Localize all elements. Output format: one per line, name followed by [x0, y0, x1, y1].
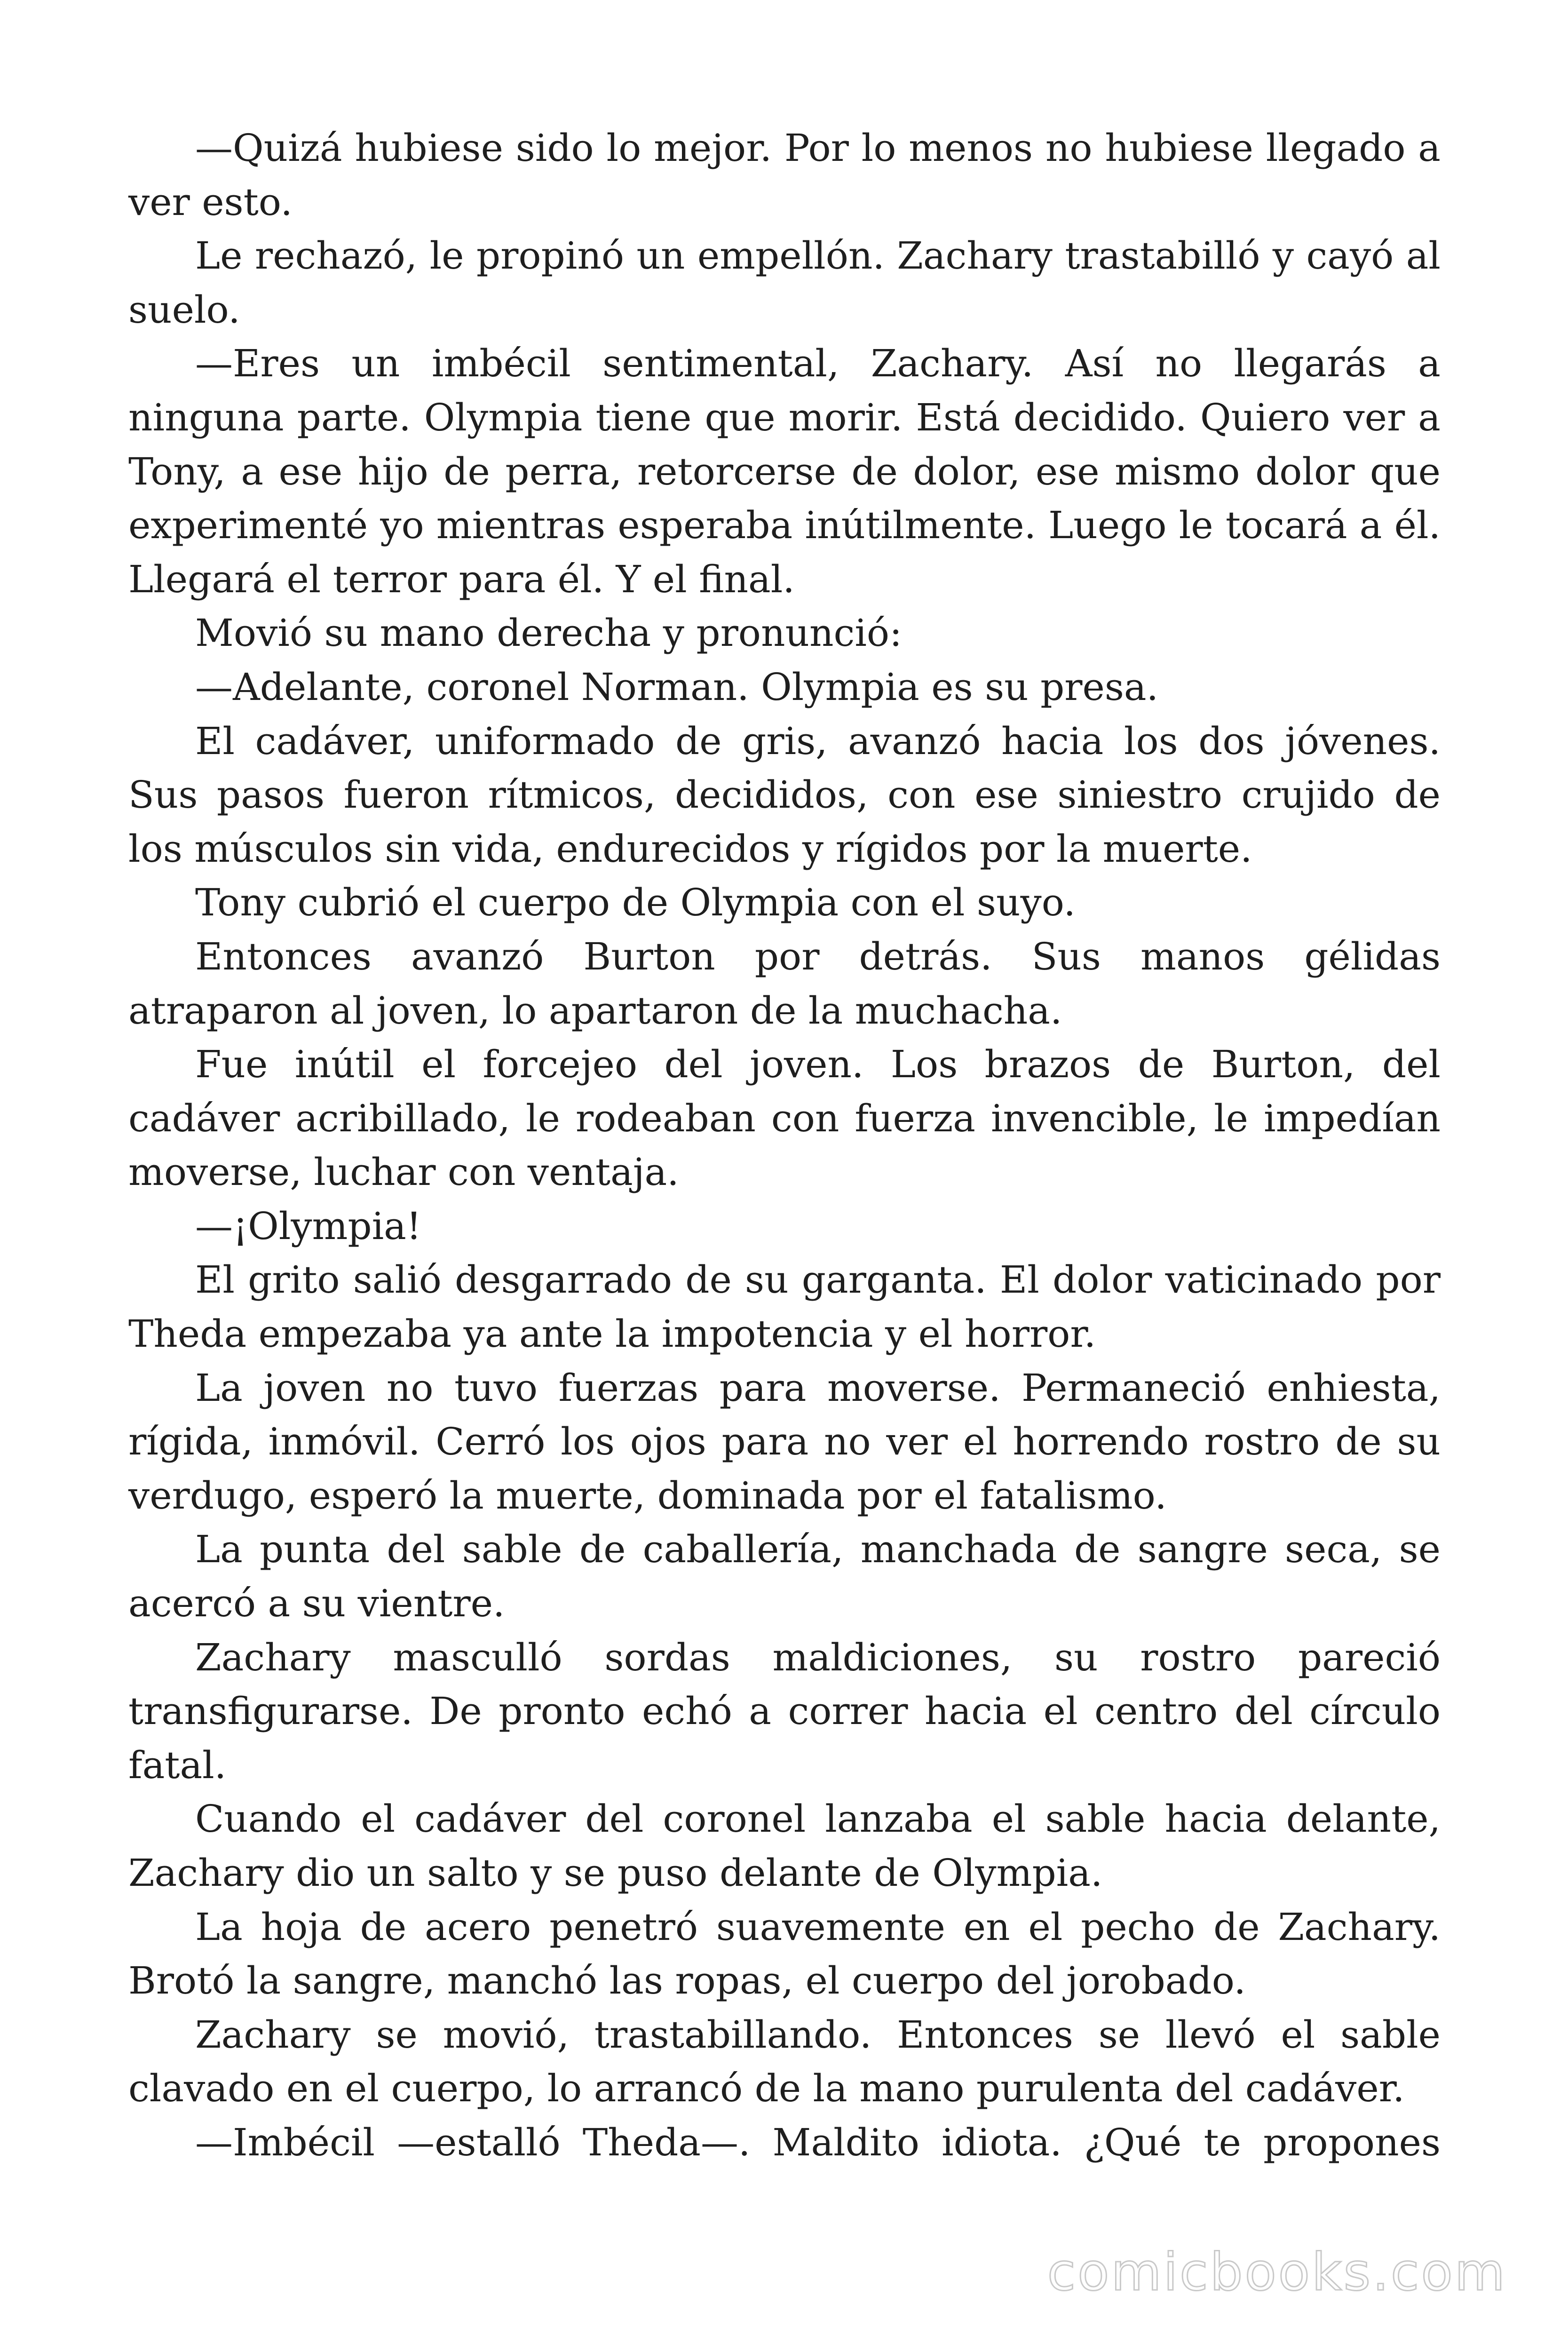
- paragraph: Le rechazó, le propinó un empellón. Zachary trastabilló y cayó al suelo.: [128, 234, 1441, 332]
- watermark-text: comicbooks.com: [1047, 2242, 1507, 2302]
- paragraph: La hoja de acero penetró suavemente en el pecho de Zachary. Brotó la sangre, manchó las ropas, el cuerpo del jorobado.: [128, 1905, 1441, 2003]
- paragraph: Zachary masculló sordas maldiciones, su rostro pareció transfigurarse. De pronto echó a correr hacia el centro del círculo fatal.: [128, 1635, 1441, 1787]
- paragraph: Zachary se movió, trastabillando. Entonces se llevó el sable clavado en el cuerpo, lo arrancó de la mano purulenta del cadáver.: [128, 2012, 1441, 2111]
- paragraph: —¡Olympia!: [195, 1204, 422, 1248]
- paragraph: La punta del sable de caballería, manchada de sangre seca, se acercó a su vientre.: [128, 1527, 1441, 1626]
- paragraph-last: —Imbécil —estalló Theda—. Maldito idiota. ¿Qué te propones: [195, 2120, 1441, 2164]
- paragraph: Entonces avanzó Burton por detrás. Sus manos gélidas atraparon al joven, lo apartaron de la muchacha.: [128, 934, 1441, 1033]
- paragraph: El grito salió desgarrado de su garganta. El dolor vaticinado por Theda empezaba ya ante la impotencia y el horror.: [128, 1258, 1441, 1356]
- paragraph: Tony cubrió el cuerpo de Olympia con el suyo.: [195, 881, 1076, 925]
- paragraph: Movió su mano derecha y pronunció:: [195, 611, 903, 655]
- paragraph: Fue inútil el forcejeo del joven. Los brazos de Burton, del cadáver acribillado, le rodeaban con fuerza invencible, le impedían moverse, luchar con ventaja.: [128, 1042, 1441, 1194]
- paragraph: —Eres un imbécil sentimental, Zachary. Así no llegarás a ninguna parte. Olympia tiene que morir. Está decidido. Quiero ver a Tony, a ese hijo de perra, retorcerse de dolor, ese mismo dolor que experimenté yo mientras esperaba inútilmente. Luego le tocará a él. Llegará el terror para él. Y el final.: [128, 342, 1441, 601]
- paragraph: —Adelante, coronel Norman. Olympia es su presa.: [195, 665, 1159, 709]
- paragraph: El cadáver, uniformado de gris, avanzó hacia los dos jóvenes. Sus pasos fueron rítmicos, decididos, con ese siniestro crujido de los músculos sin vida, endurecidos y rígidos por la muerte.: [128, 719, 1441, 871]
- page-body-text: [128, 121, 1441, 2170]
- paragraph: —Quizá hubiese sido lo mejor. Por lo menos no hubiese llegado a ver esto.: [128, 126, 1441, 224]
- paragraph: La joven no tuvo fuerzas para moverse. Permaneció enhiesta, rígida, inmóvil. Cerró los ojos para no ver el horrendo rostro de su verdugo, esperó la muerte, dominada por el fatalismo.: [128, 1366, 1441, 1518]
- paragraph: Cuando el cadáver del coronel lanzaba el sable hacia delante, Zachary dio un salto y se puso delante de Olympia.: [128, 1797, 1441, 1895]
